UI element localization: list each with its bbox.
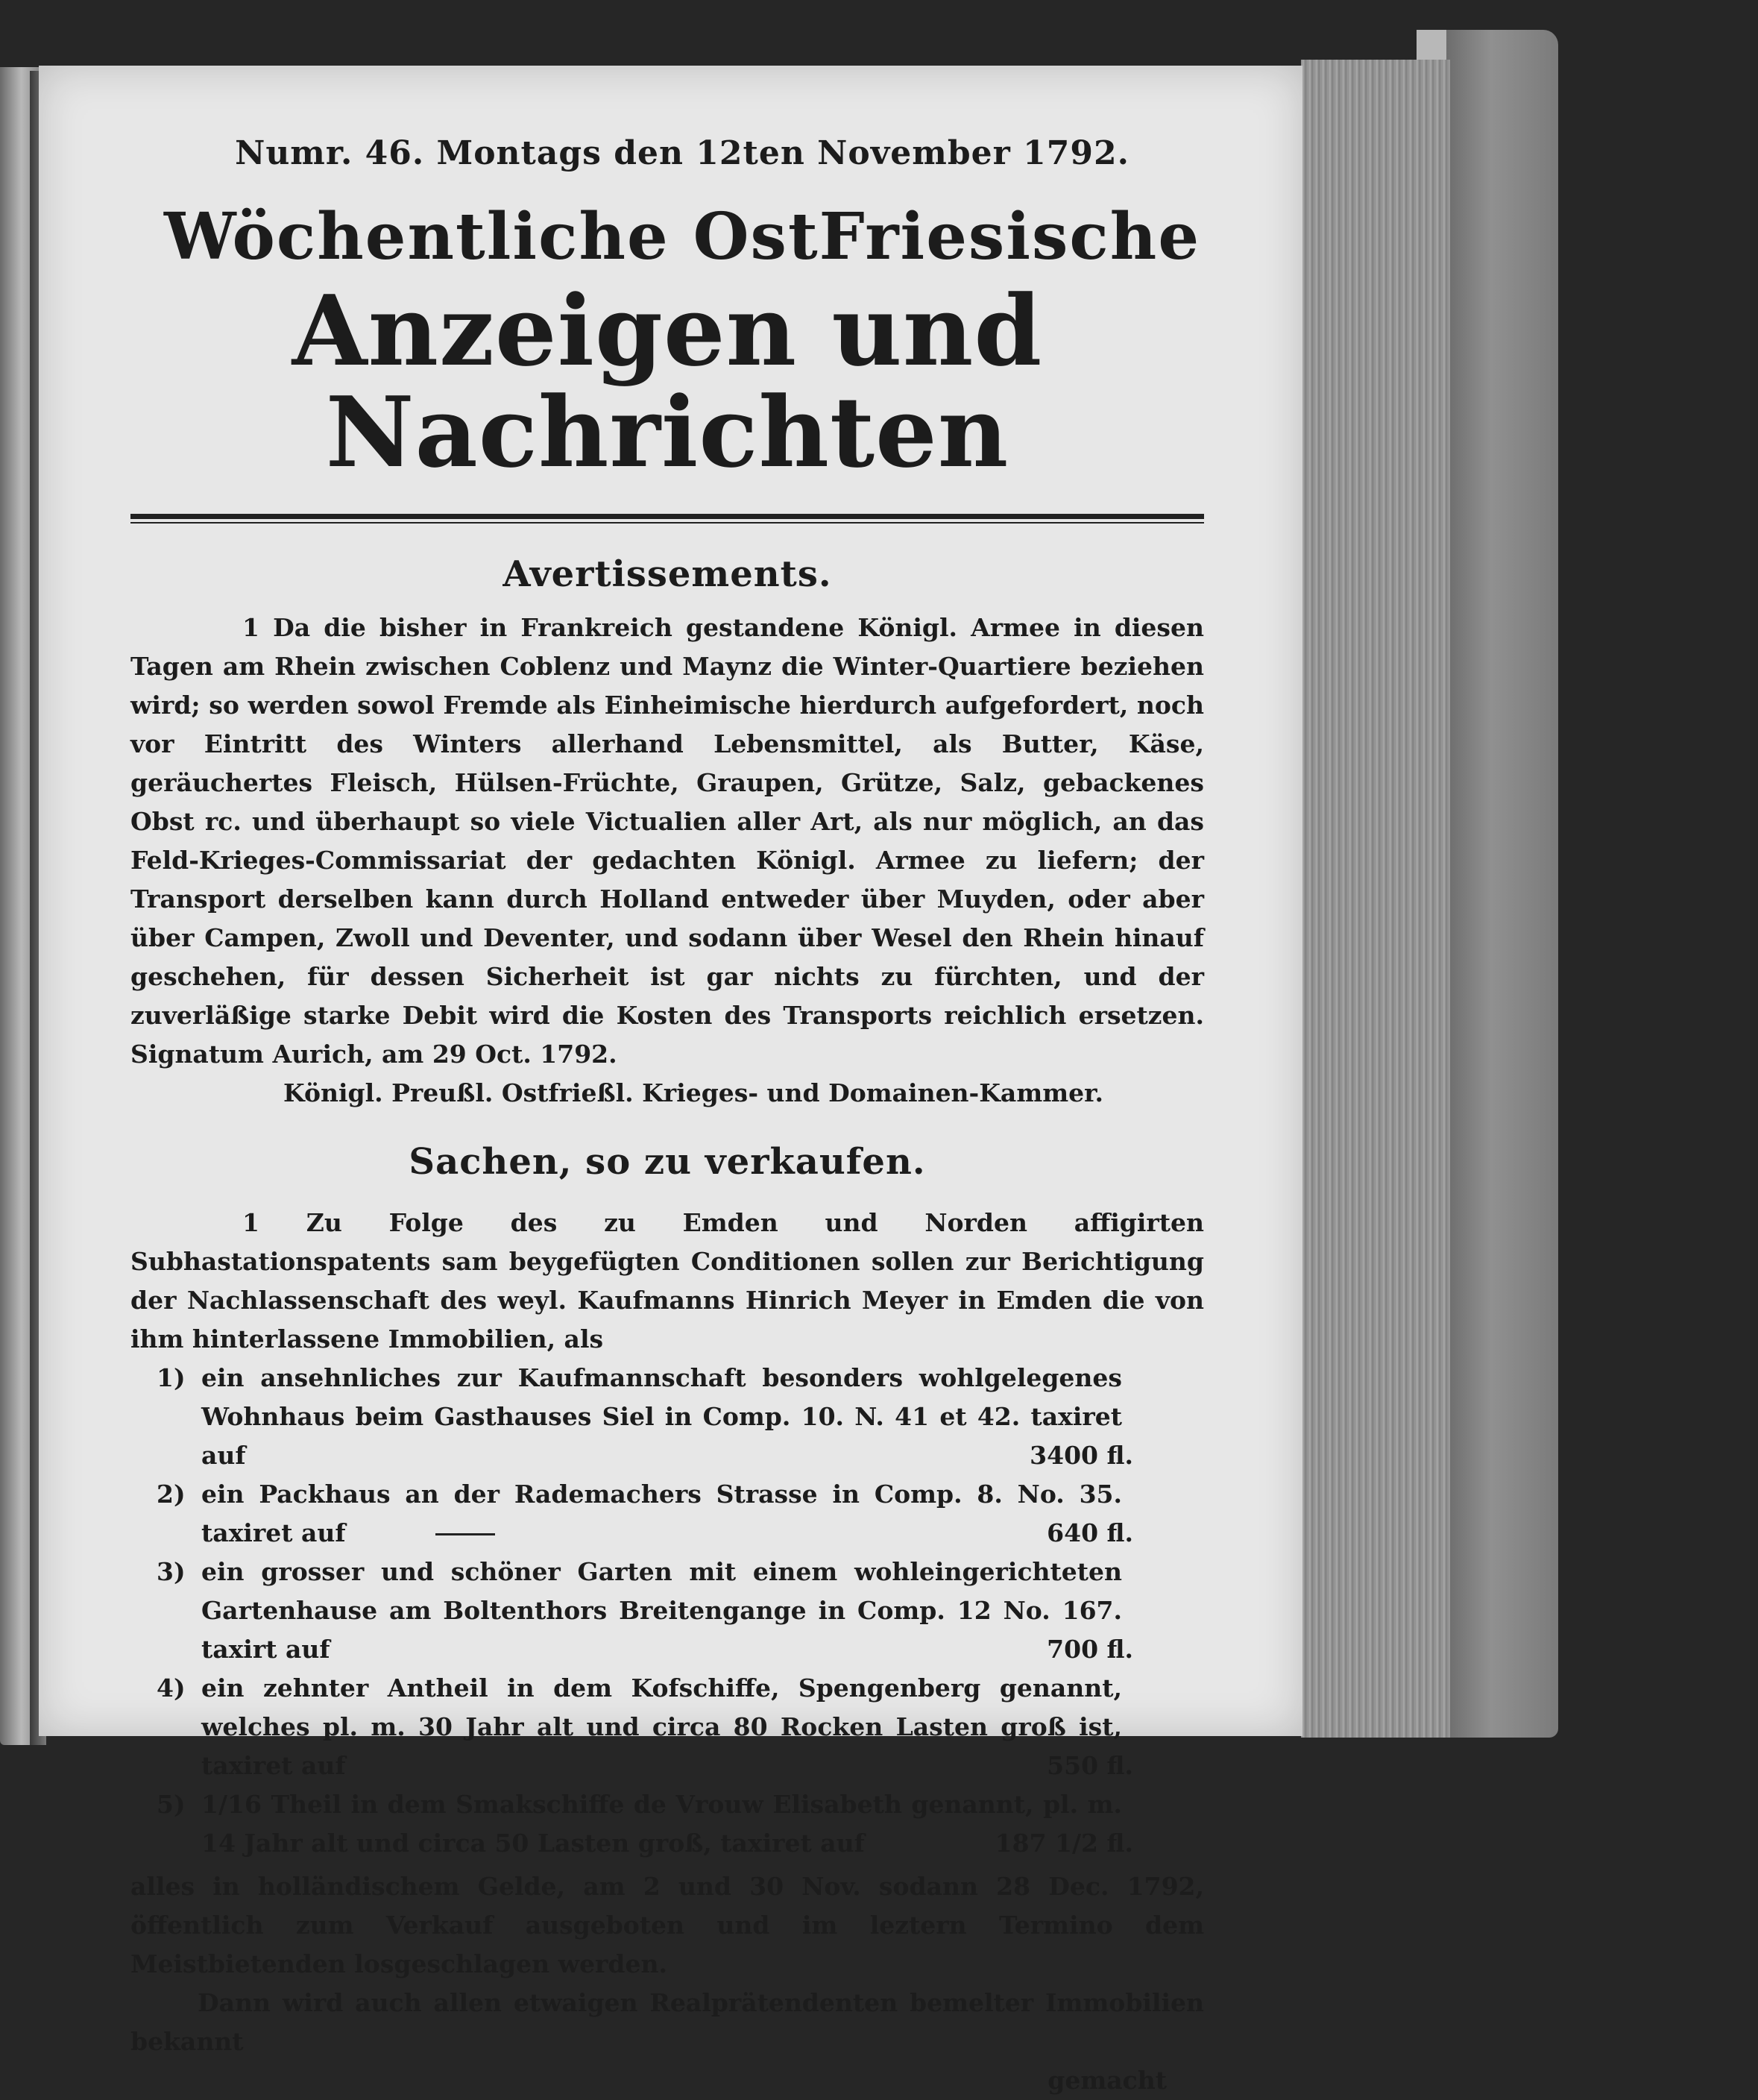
avertissement-signature: Königl. Preußl. Ostfrießl. Krieges- und Domainen-Kammer. bbox=[283, 1078, 1103, 1107]
item-text: ein zehnter Antheil in dem Kofschiffe, Spengenberg genannt, welches pl. m. 30 Jahr alt und circa 80 Rocken Lasten groß ist, taxiret auf bbox=[201, 1673, 1122, 1780]
section-heading-sachen: Sachen, so zu verkaufen. bbox=[409, 1140, 926, 1183]
sale-intro: 1 Zu Folge des zu Emden und Norden affigirten Subhastationspatents sam beygefügten Conditionen sollen zur Berichtigung der Nachlassenschaft des weyl. Kaufmanns Hinrich Meyer in Emden die von ihm hinterlassene Immobilien, als bbox=[130, 1207, 1204, 1354]
item-number: 3) bbox=[157, 1556, 186, 1586]
dash-rule bbox=[435, 1533, 495, 1535]
item-number: 1) bbox=[157, 1362, 186, 1392]
page-block-edges bbox=[1301, 60, 1450, 1738]
sale-closing: alles in holländischem Gelde, am 2 und 30 Nov. sodann 28 Dec. 1792, öffentlich zum Verkauf ausgeboten und im leztern Termino dem Meistbietenden losgeschlagen werden. bbox=[130, 1871, 1204, 1978]
item-text: ein Packhaus an der Rademachers Strasse in Comp. 8. No. 35. taxiret auf bbox=[201, 1479, 1122, 1547]
item-text: ein grosser und schöner Garten mit einem wohleingerichteten Gartenhause am Boltenthors Breitengange in Comp. 12 No. 167. taxirt auf bbox=[201, 1556, 1122, 1664]
page-content bbox=[130, 134, 1204, 2100]
masthead-rule bbox=[130, 514, 1204, 524]
item-price: 187 1/2 fl. bbox=[995, 1828, 1133, 1858]
avertissement-body bbox=[130, 609, 1204, 1074]
property-item bbox=[130, 1785, 1204, 1863]
avertissement-paragraph: 1 Da die bisher in Frankreich gestandene Königl. Armee in diesen Tagen am Rhein zwischen Coblenz und Maynz die Winter-Quartiere beziehen wird; so werden sowol Fremde als Einheimische hierdurch aufgefordert, noch vor Eintritt des Winters allerhand Lebensmittel, als Butter, Käse, geräuchertes Fleisch, Hülsen-Früchte, Graupen, Grütze, Salz, gebackenes Obst rc. und überhaupt so viele Victualien aller Art, als nur möglich, an das Feld-Krieges-Commissariat der gedachten Königl. Armee zu liefern; der Transport derselben kann durch Holland entweder über Muyden, oder aber über Campen, Zwoll und Deventer, und sodann über Wesel den Rhein hinauf geschehen, für dessen Sicherheit ist gar nichts zu fürchten, und der zuverläßige starke Debit wird die Kosten des Transports reichlich ersetzen. Signatum Aurich, am 29 Oct. 1792. bbox=[130, 612, 1204, 1069]
section-heading-avertissements: Avertissements. bbox=[502, 553, 832, 595]
property-item bbox=[130, 1475, 1204, 1553]
item-number: 5) bbox=[157, 1789, 186, 1819]
masthead-line-1: Wöchentliche OstFriesische bbox=[163, 199, 1201, 274]
item-number: 4) bbox=[157, 1673, 186, 1703]
property-item bbox=[130, 1359, 1204, 1475]
item-price: 700 fl. bbox=[1047, 1634, 1133, 1664]
property-list bbox=[130, 1359, 1204, 1863]
catchword: gemacht bbox=[1047, 2065, 1167, 2095]
property-item bbox=[130, 1553, 1204, 1669]
property-item bbox=[130, 1669, 1204, 1785]
item-text: 1/16 Theil in dem Smakschiffe de Vrouw Elisabeth genannt, pl. m. 14 Jahr alt und circa 50 Lasten groß, taxiret auf bbox=[201, 1789, 1122, 1858]
masthead-line-2: Anzeigen und Nachrichten bbox=[292, 273, 1043, 490]
sale-notice bbox=[130, 1204, 1204, 2061]
item-price: 3400 fl. bbox=[1030, 1440, 1133, 1470]
book-cover bbox=[1446, 30, 1558, 1738]
sale-closing-continued: Dann wird auch allen etwaigen Realprätendenten bemelter Immobilien bekannt bbox=[130, 1987, 1204, 2056]
item-text: ein ansehnliches zur Kaufmannschaft besonders wohlgelegenes Wohnhaus beim Gasthauses Siel in Comp. 10. N. 41 et 42. taxiret auf bbox=[201, 1362, 1122, 1470]
item-price: 640 fl. bbox=[1047, 1518, 1133, 1547]
issue-line: Numr. 46. Montags den 12ten November 1792. bbox=[235, 134, 1130, 172]
item-number: 2) bbox=[157, 1479, 186, 1509]
item-price: 550 fl. bbox=[1047, 1750, 1133, 1780]
